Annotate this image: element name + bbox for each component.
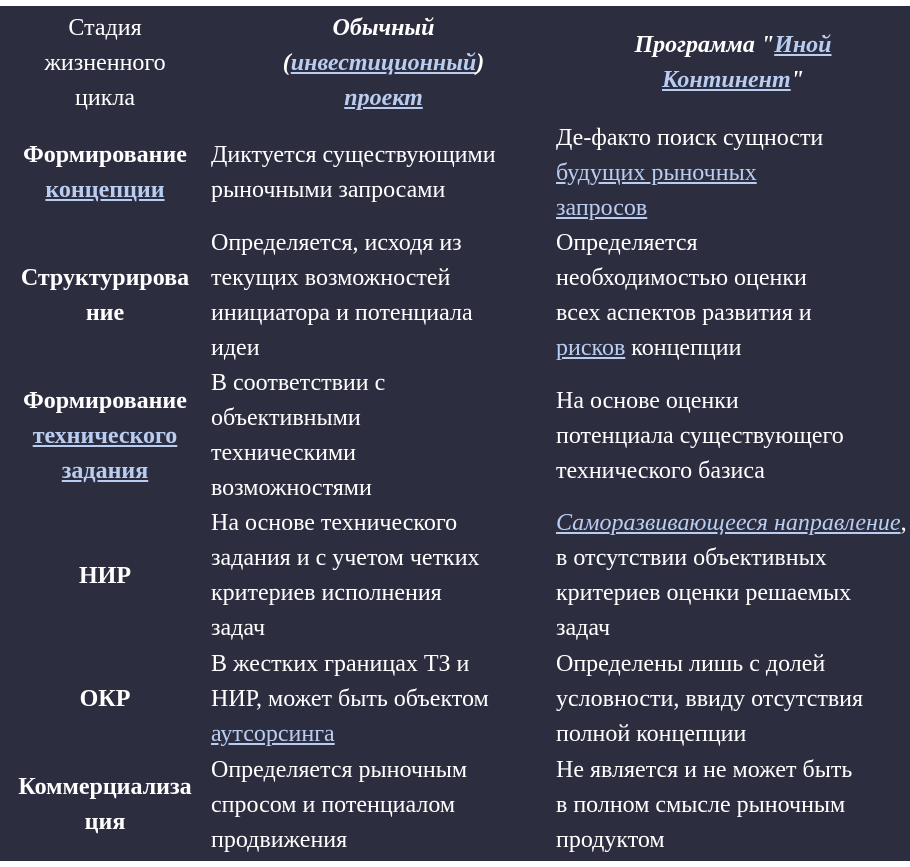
header-regular-line: Обычный [332,14,435,41]
cell-text: условности, ввиду отсутствия [556,685,864,712]
cell-text: необходимостью оценки [556,265,807,291]
stage-cell [0,226,210,366]
cell-text: задач [211,615,266,641]
program-cell [556,506,910,646]
cell-text: рыночными запросами [211,177,446,203]
program-cell [556,366,910,506]
stage-label: ние [85,300,125,326]
cell-text: в полном смысле рыночным [556,791,846,818]
cell-text: технического базиса [556,457,765,484]
table-row [0,506,910,646]
header-stage-line: Стадия [68,14,142,41]
cell-text: Определяется рыночным [211,756,468,783]
cell-text: возможностями [211,475,372,501]
cell-text: Определены лишь с долей [556,650,826,677]
cell-text [556,156,910,191]
cell-text-tail: , [900,510,907,536]
paren-open: ( [282,49,291,76]
stage-label: ция [84,809,126,835]
header-regular-project [211,6,556,120]
cell-text: потенциала существующего [556,422,844,449]
header-stage-line: цикла [75,84,135,111]
stage-cell [0,752,210,858]
header-stage-line: жизненного [44,49,166,76]
stage-label: Формирование [23,142,187,168]
cell-text: НИР, может быть объектом [211,685,489,712]
header-program-line [556,63,910,98]
program-cell [556,226,910,366]
cell-text: критериев исполнения [211,580,442,606]
header-program-line [556,28,910,63]
link-kontinent[interactable]: Континент [662,67,791,93]
cell-text: всех аспектов развития и [556,300,812,326]
cell-text [556,191,910,226]
link-risks[interactable]: рисков [556,335,626,361]
header-regular-line [211,46,556,81]
cell-text: Определяется [556,230,698,256]
link-self-developing[interactable]: Саморазвивающееся направление [556,510,901,536]
program-prefix: Программа " [634,32,775,58]
cell-text: Диктуется существующими [211,142,496,168]
cell-text: задания и с учетом четких [211,545,480,571]
regular-cell [211,120,556,226]
regular-cell [211,226,556,366]
regular-cell [211,506,556,646]
link-technical[interactable]: технического [32,422,178,449]
stage-label: Коммерциализа [18,774,192,800]
table-row [0,226,910,366]
stage-label: Структурирова [20,265,190,291]
cell-text: в отсутствии объективных [556,545,827,571]
header-stage [0,6,210,120]
regular-cell [211,752,556,858]
table-row [0,120,910,226]
table-row [0,366,910,506]
link-inoy[interactable]: Иной [774,32,832,58]
cell-text: продуктом [556,826,665,853]
cell-text [211,717,556,752]
program-cell [556,752,910,858]
cell-text: полной концепции [556,720,747,747]
cell-text: объективными [211,405,361,431]
stage-cell [0,506,210,646]
header-row [0,6,910,120]
stage-label: Формирование [23,387,187,414]
cell-text: На основе технического [211,510,458,536]
cell-text: текущих возможностей [211,265,451,291]
header-regular-line [211,81,556,116]
program-cell [556,646,910,752]
link-future-market[interactable]: будущих рыночных [556,159,757,186]
cell-text: техническими [211,440,357,466]
cell-text: задач [556,615,611,641]
header-program [556,6,910,120]
stage-label [0,419,210,454]
lifecycle-table [0,6,910,861]
table-row [0,752,910,858]
cell-text: продвижения [211,826,348,853]
table-row [0,646,910,752]
cell-text [556,331,910,366]
cell-text: идеи [211,335,260,361]
program-suffix: " [790,67,804,93]
stage-label [0,454,210,489]
link-concept[interactable]: концепции [45,177,165,203]
cell-text: Де-факто поиск сущности [556,124,824,151]
cell-text: спросом и потенциалом [211,791,456,818]
cell-text: Определяется, исходя из [211,230,462,256]
cell-text-tail: концепции [625,335,742,361]
link-outsourcing[interactable]: аутсорсинга [211,720,335,747]
link-assignment[interactable]: задания [61,457,149,484]
paren-close: ) [476,49,485,76]
link-investment[interactable]: инвестиционный [290,49,477,76]
cell-text: Не является и не может быть [556,756,853,783]
cell-text: В соответствии с [211,370,386,396]
stage-cell [0,120,210,226]
link-project[interactable]: проект [344,84,423,111]
stage-cell [0,366,210,506]
regular-cell [211,646,556,752]
stage-label: ОКР [79,685,131,712]
program-cell [556,120,910,226]
link-requests[interactable]: запросов [556,194,648,221]
cell-text: В жестких границах ТЗ и [211,650,470,677]
stage-label: НИР [79,562,131,589]
cell-text: инициатора и потенциала [211,300,473,326]
cell-text: критериев оценки решаемых [556,580,852,606]
stage-cell [0,646,210,752]
stage-label [0,173,210,208]
cell-text: На основе оценки [556,387,739,414]
cell-text [556,506,910,541]
regular-cell [211,366,556,506]
